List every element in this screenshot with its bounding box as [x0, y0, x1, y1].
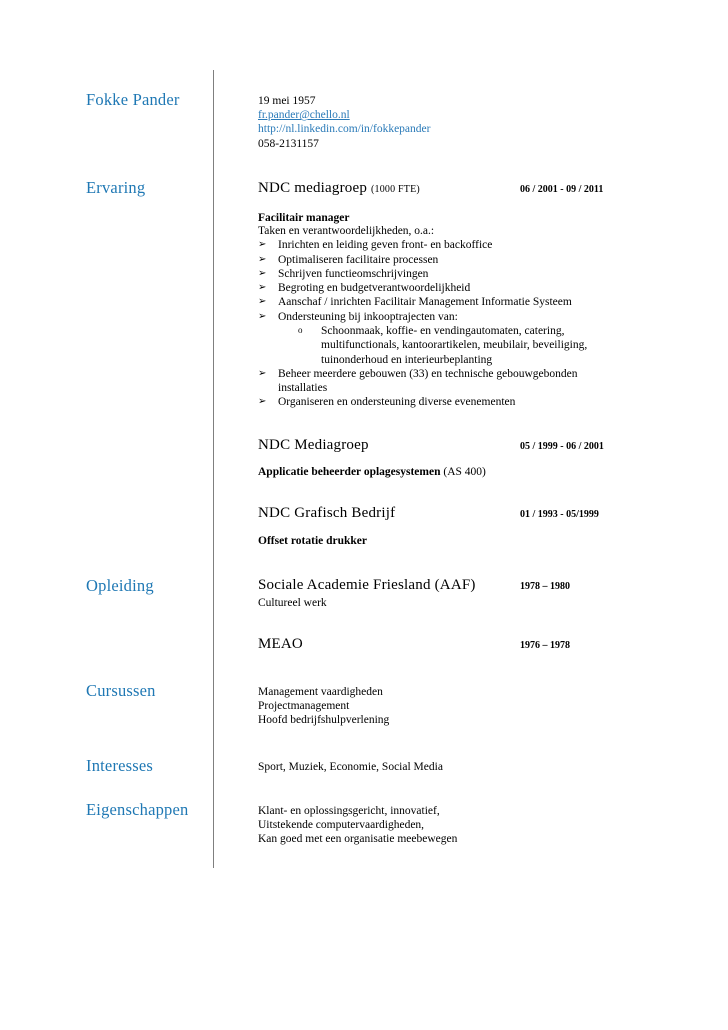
- course-list: [258, 685, 389, 728]
- trait-item: Uitstekende computervaardigheden,: [258, 819, 425, 832]
- column-divider: [213, 70, 214, 868]
- person-name: Fokke Pander: [86, 90, 180, 109]
- job-3-period: 01 / 1993 - 05/1999: [520, 509, 599, 520]
- trait-item: Klant- en oplossingsgericht, innovatief,: [258, 805, 440, 817]
- job-2-role-line: [258, 465, 486, 479]
- job-1-details: [258, 212, 628, 410]
- task-item-text: Ondersteuning bij inkooptrajecten van:: [278, 310, 458, 323]
- contact-block: [258, 94, 430, 151]
- interests-text: Sport, Muziek, Economie, Social Media: [258, 761, 443, 773]
- course-item: Projectmanagement: [258, 700, 350, 713]
- education-2-school: MEAO: [258, 636, 303, 652]
- task-item: ➢ Schrijven functieomschrijvingen: [258, 267, 628, 281]
- job-1-fte: (1000 FTE): [370, 184, 420, 195]
- job-1-task-list: [258, 238, 628, 410]
- task-item-with-sub: [258, 310, 628, 367]
- job-1-org-name: NDC mediagroep: [258, 180, 368, 196]
- course-item: Hoofd bedrijfshulpverlening: [258, 714, 390, 727]
- job-2-role: Applicatie beheerder oplagesystemen: [258, 466, 441, 478]
- job-2-role-suffix: (AS 400): [443, 466, 486, 478]
- course-item: Management vaardigheden: [258, 686, 383, 698]
- job-1-period: 06 / 2001 - 09 / 2011: [520, 184, 604, 195]
- job-2-period: 05 / 1999 - 06 / 2001: [520, 441, 604, 452]
- birthdate: 19 mei 1957: [258, 95, 316, 107]
- task-item: ➢ Optimaliseren facilitaire processen: [258, 253, 628, 267]
- trait-item: Kan goed met een organisatie meebewegen: [258, 833, 458, 846]
- traits-list: [258, 804, 457, 847]
- task-item: ➢ Aanschaf / inrichten Facilitair Management Informatie Systeem: [258, 295, 628, 309]
- email-link[interactable]: fr.pander@chello.nl: [258, 109, 350, 122]
- job-1-role: Facilitair manager: [258, 212, 350, 224]
- section-interesses: Interesses: [86, 756, 154, 775]
- section-cursussen: Cursussen: [86, 681, 156, 700]
- job-1-org: [258, 180, 420, 197]
- job-1-intro: Taken en verantwoordelijkheden, o.a.:: [258, 225, 435, 237]
- phone-number: 058-2131157: [258, 137, 319, 150]
- job-3-role: Offset rotatie drukker: [258, 535, 368, 547]
- section-ervaring: Ervaring: [86, 178, 146, 197]
- task-item: ➢ Inrichten en leiding geven front- en backoffice: [258, 238, 628, 252]
- education-2-period: 1976 – 1978: [520, 640, 570, 651]
- task-item: ➢ Organiseren en ondersteuning diverse evenementen: [258, 395, 628, 409]
- section-opleiding: Opleiding: [86, 576, 154, 595]
- task-item: ➢ Begroting en budgetverantwoordelijkheid: [258, 281, 628, 295]
- education-1-school: Sociale Academie Friesland (AAF): [258, 577, 476, 593]
- task-item: ➢ Beheer meerdere gebouwen (33) en technische gebouwgebonden installaties: [258, 367, 628, 396]
- section-eigenschappen: Eigenschappen: [86, 800, 189, 819]
- subtask-list: [278, 324, 628, 367]
- subtask-item: o Schoonmaak, koffie- en vendingautomaten, catering, multifunctionals, kantoorartikelen, meubilair, beveiliging, tuinonderhoud en interieurbeplanting: [321, 324, 628, 367]
- linkedin-link[interactable]: http://nl.linkedin.com/in/fokkepander: [258, 123, 431, 136]
- job-2-org: NDC Mediagroep: [258, 437, 369, 453]
- education-1-detail: Cultureel werk: [258, 597, 327, 609]
- job-3-org: NDC Grafisch Bedrijf: [258, 505, 396, 521]
- education-1-period: 1978 – 1980: [520, 581, 570, 592]
